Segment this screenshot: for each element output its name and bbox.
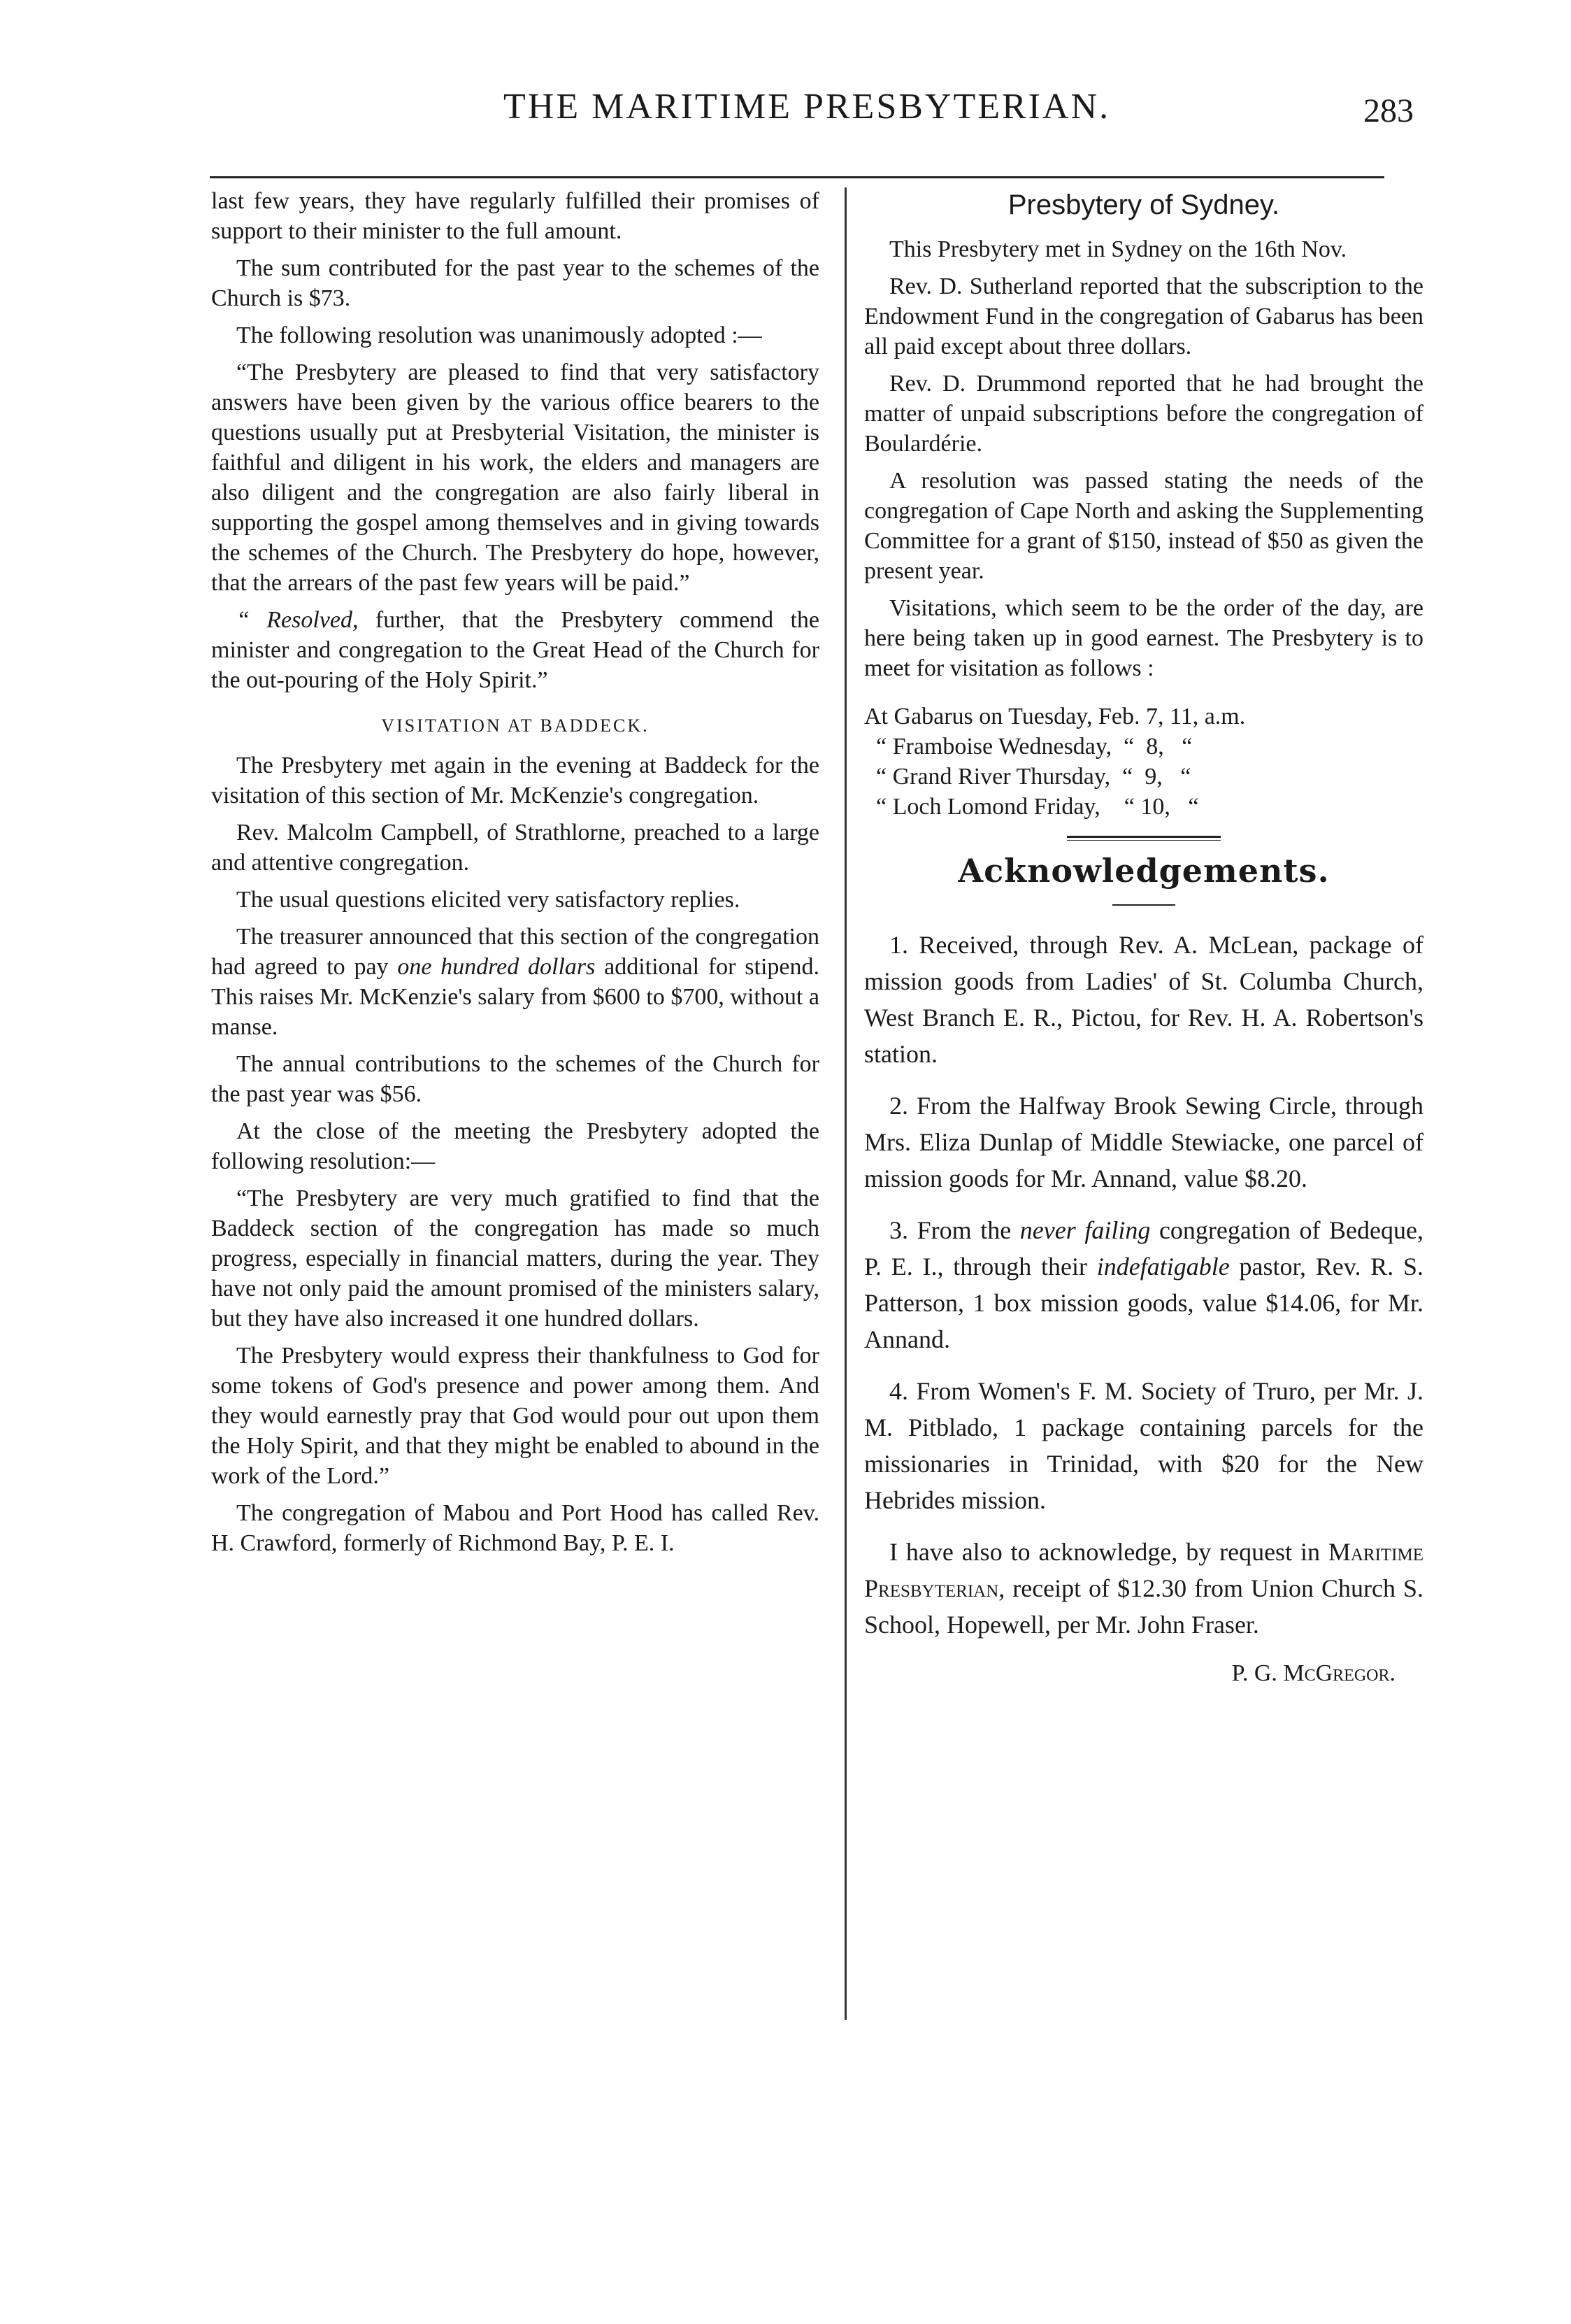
paragraph: The usual questions elicited very satisfactory replies.: [236, 887, 740, 913]
paragraph: last few years, they have regularly fulfilled their promises of support to their minister to the full amount.: [211, 188, 819, 244]
schedule-row: “ Grand River Thursday, “ 9, “: [864, 764, 1191, 790]
paragraph: The Presbytery would express their thankfulness to God for some tokens of God's presence and power among them. And they would earnestly pray that God would pour out upon them the Holy Spirit, and that they might be enabled to abound in the work of the Lord.”: [211, 1343, 819, 1489]
paragraph: This Presbytery met in Sydney on the 16th Nov.: [889, 236, 1347, 262]
schedule-row: “ Framboise Wednesday, “ 8, “: [864, 734, 1193, 760]
short-rule: [1112, 904, 1175, 906]
paragraph: The Presbytery met again in the evening at Baddeck for the visitation of this section of Mr. McKenzie's congregation.: [211, 753, 819, 808]
italic-run: indefatigable: [1096, 1253, 1230, 1281]
text-run: congregation of Bedeque, P. E. I., through their: [864, 1216, 1423, 1281]
section-rule: [1067, 836, 1221, 841]
column-divider: [845, 187, 847, 2020]
running-title: THE MARITIME PRESBYTERIAN.: [503, 87, 1111, 127]
visitation-schedule: [864, 701, 1423, 822]
section-heading: Presbytery of Sydney.: [1007, 190, 1280, 220]
text-run: The treasurer announced that this section of the congregation had agreed to pay: [211, 924, 819, 980]
paragraph: The following resolution was unanimously adopted :—: [236, 322, 762, 348]
resolution-text: further, that the Presbytery commend the minister and congregation to the Great Head of the Church for the out-pouring of the Holy Spirit.”: [211, 607, 819, 693]
header-rule: [210, 176, 1384, 178]
resolved-italic: “ Resolved,: [236, 607, 359, 633]
paragraph: The sum contributed for the past year to the schemes of the Church is $73.: [211, 255, 819, 311]
italic-run: never failing: [1019, 1216, 1151, 1244]
paragraph: A resolution was passed stating the needs of the congregation of Cape North and asking the Supplementing Committee for a grant of $150, instead of $50 as given the present year.: [864, 468, 1423, 584]
resolution-further: [211, 605, 819, 695]
paragraph: The congregation of Mabou and Port Hood has called Rev. H. Crawford, formerly of Richmond Bay, P. E. I.: [211, 1500, 819, 1556]
paragraph: At the close of the meeting the Presbytery adopted the following resolution:—: [211, 1118, 819, 1174]
paragraph: Rev. D. Sutherland reported that the subscription to the Endowment Fund in the congregation of Gabarus has been all paid except about three dollars.: [864, 273, 1423, 359]
schedule-row: “ Loch Lomond Friday, “ 10, “: [864, 794, 1199, 820]
running-head: [0, 83, 1571, 138]
page-number: 283: [1363, 92, 1414, 129]
text-run: additional for stipend. This raises Mr. McKenzie's salary from $600 to $700, without a manse.: [211, 954, 819, 1040]
resolution-quote: “The Presbytery are very much gratified to find that the Baddeck section of the congregation has made so much progress, especially in financial matters, during the year. They have not only paid the amount promised of the ministers salary, but they have also increased it one hundred dollars.: [211, 1185, 819, 1332]
ack-item: [864, 1212, 1423, 1357]
acknowledgements-list: [864, 927, 1423, 1688]
italic-run: one hundred dollars: [397, 954, 596, 980]
paragraph: The annual contributions to the schemes of the Church for the past year was $56.: [211, 1051, 819, 1107]
acknowledgements-heading: Acknowledgements.: [958, 852, 1330, 890]
ack-item: [864, 1534, 1423, 1643]
periodical-name: Maritime Presbyterian: [864, 1538, 1423, 1602]
ack-item: 1. Received, through Rev. A. McLean, package of mission goods from Ladies' of St. Columba Church, West Branch E. R., Pictou, for Rev. H. A. Robertson's station.: [864, 931, 1423, 1068]
ack-item: 2. From the Halfway Brook Sewing Circle, through Mrs. Eliza Dunlap of Middle Stewiacke, one parcel of mission goods for Mr. Annand, value $8.20.: [864, 1092, 1423, 1192]
section-subhead: VISITATION AT BADDECK.: [381, 715, 650, 736]
text-run: , receipt of $12.30 from Union Church S. School, Hopewell, per Mr. John Fraser.: [864, 1574, 1423, 1639]
signature: P. G. McGregor.: [1231, 1660, 1396, 1686]
text-run: 3. From the: [889, 1216, 1020, 1244]
right-column: [864, 186, 1423, 1688]
text-run: pastor, Rev. R. S. Patterson, 1 box mission goods, value $14.06, for Mr. Annand.: [864, 1253, 1423, 1353]
left-column: [211, 186, 819, 1565]
paragraph: Rev. Malcolm Campbell, of Strathlorne, preached to a large and attentive congregation.: [211, 820, 819, 876]
resolution-quote: “The Presbytery are pleased to find that very satisfactory answers have been given by the various office bearers to the questions usually put at Presbyterial Visitation, the minister is faithful and diligent in his work, the elders and managers are also diligent and the congregation are also fairly liberal in supporting the gospel among themselves and in giving towards the schemes of the Church. The Presbytery do hope, however, that the arrears of the past few years will be paid.”: [211, 359, 819, 596]
paragraph: Rev. D. Drummond reported that he had brought the matter of unpaid subscriptions before the congregation of Boulardérie.: [864, 371, 1423, 457]
text-run: I have also to acknowledge, by request in: [889, 1538, 1328, 1566]
paragraph: Visitations, which seem to be the order of the day, are here being taken up in good earnest. The Presbytery is to meet for visitation as follows :: [864, 595, 1423, 681]
paragraph: [211, 922, 819, 1042]
ack-item: 4. From Women's F. M. Society of Truro, per Mr. J. M. Pitblado, 1 package containing parcels for the missionaries in Trinidad, with $20 for the New Hebrides mission.: [864, 1377, 1423, 1514]
schedule-row: At Gabarus on Tuesday, Feb. 7, 11, a.m.: [864, 704, 1246, 729]
